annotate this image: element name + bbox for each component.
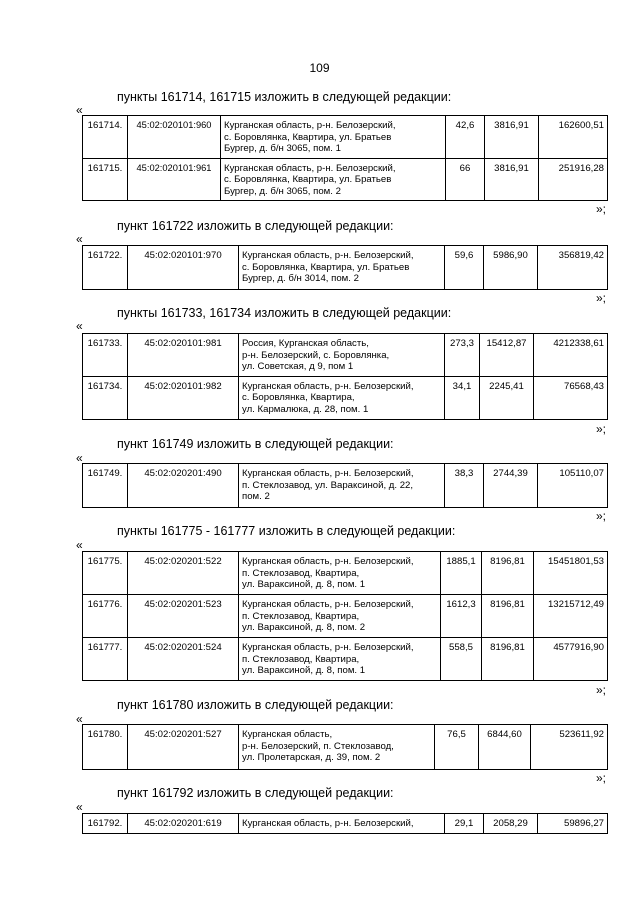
table-row — [83, 246, 608, 290]
open-quote: « — [76, 712, 83, 726]
table-row — [83, 638, 608, 681]
cadastral-number: 45:02:020201:524 — [128, 638, 239, 681]
registry-table — [82, 551, 608, 681]
address: Россия, Курганская область, р-н. Белозерский, с. Боровлянка, ул. Советская, д 9, пом 1 — [239, 334, 445, 377]
rate: 8196,81 — [482, 595, 534, 638]
rate: 2245,41 — [480, 376, 534, 419]
area: 42,6 — [446, 116, 485, 159]
rate: 3816,91 — [485, 116, 539, 159]
rate: 15412,87 — [480, 334, 534, 377]
close-quote: »; — [596, 771, 607, 785]
address: Курганская область, р-н. Белозерский, п. Стеклозавод, Квартира, ул. Вараксиной, д. 8, пом. 1 — [239, 638, 441, 681]
section-instruction: пункты 161714, 161715 изложить в следующей редакции: — [117, 90, 452, 104]
sum: 76568,43 — [534, 376, 608, 419]
address: Курганская область, р-н. Белозерский, с. Боровлянка, Квартира, ул. Братьев Бургер, д. б/н 3065, пом. 1 — [221, 116, 446, 159]
area: 66 — [446, 158, 485, 201]
cadastral-number: 45:02:020201:522 — [128, 552, 239, 595]
sum: 13215712,49 — [534, 595, 608, 638]
registry-table — [82, 813, 608, 834]
item-number: 161715. — [83, 158, 128, 201]
area: 29,1 — [445, 814, 484, 834]
rate: 2058,29 — [484, 814, 538, 834]
rate: 3816,91 — [485, 158, 539, 201]
address: Курганская область, р-н. Белозерский, — [239, 814, 445, 834]
area: 76,5 — [435, 725, 479, 770]
item-number: 161714. — [83, 116, 128, 159]
registry-table — [82, 333, 608, 420]
cadastral-number: 45:02:020201:523 — [128, 595, 239, 638]
sum: 4577916,90 — [534, 638, 608, 681]
cadastral-number: 45:02:020101:970 — [128, 246, 239, 290]
cadastral-number: 45:02:020101:961 — [128, 158, 221, 201]
address: Курганская область, р-н. Белозерский, п. Стеклозавод, Квартира, ул. Вараксиной, д. 8, пом. 2 — [239, 595, 441, 638]
table-row — [83, 158, 608, 201]
section-instruction: пункты 161733, 161734 изложить в следующей редакции: — [117, 306, 452, 320]
area: 38,3 — [445, 464, 484, 508]
area: 34,1 — [445, 376, 480, 419]
address: Курганская область, р-н. Белозерский, п. Стеклозавод, Квартира, ул. Вараксиной, д. 8, пом. 1 — [239, 552, 441, 595]
address: Курганская область, р-н. Белозерский, с. Боровлянка, Квартира, ул. Кармалюка, д. 28, пом. 1 — [239, 376, 445, 419]
page-number: 109 — [309, 61, 330, 75]
rate: 5986,90 — [484, 246, 538, 290]
cadastral-number: 45:02:020101:982 — [128, 376, 239, 419]
table-row — [83, 725, 608, 770]
address: Курганская область, р-н. Белозерский, с. Боровлянка, Квартира, ул. Братьев Бургер, д. б/н 3014, пом. 2 — [239, 246, 445, 290]
registry-table — [82, 463, 608, 508]
open-quote: « — [76, 232, 83, 246]
registry-table — [82, 245, 608, 290]
open-quote: « — [76, 451, 83, 465]
item-number: 161749. — [83, 464, 128, 508]
item-number: 161775. — [83, 552, 128, 595]
table-row — [83, 376, 608, 419]
close-quote: »; — [596, 202, 607, 216]
area: 1612,3 — [441, 595, 482, 638]
area: 273,3 — [445, 334, 480, 377]
area: 1885,1 — [441, 552, 482, 595]
item-number: 161780. — [83, 725, 128, 770]
rate: 6844,60 — [479, 725, 531, 770]
sum: 251916,28 — [539, 158, 608, 201]
rate: 2744,39 — [484, 464, 538, 508]
section-instruction: пункт 161722 изложить в следующей редакции: — [117, 219, 394, 233]
open-quote: « — [76, 538, 83, 552]
item-number: 161792. — [83, 814, 128, 834]
registry-table — [82, 115, 608, 201]
rate: 8196,81 — [482, 638, 534, 681]
close-quote: »; — [596, 683, 607, 697]
item-number: 161777. — [83, 638, 128, 681]
open-quote: « — [76, 319, 83, 333]
cadastral-number: 45:02:020201:527 — [128, 725, 239, 770]
address: Курганская область, р-н. Белозерский, п. Стеклозавод, ул. Пролетарская, д. 39, пом. 2 — [239, 725, 435, 770]
close-quote: »; — [596, 509, 607, 523]
area: 558,5 — [441, 638, 482, 681]
table-row — [83, 595, 608, 638]
section-instruction: пункты 161775 - 161777 изложить в следующей редакции: — [117, 524, 456, 538]
item-number: 161776. — [83, 595, 128, 638]
close-quote: »; — [596, 422, 607, 436]
rate: 8196,81 — [482, 552, 534, 595]
sum: 59896,27 — [538, 814, 608, 834]
section-instruction: пункт 161780 изложить в следующей редакции: — [117, 698, 394, 712]
cadastral-number: 45:02:020101:960 — [128, 116, 221, 159]
cadastral-number: 45:02:020201:619 — [128, 814, 239, 834]
address: Курганская область, р-н. Белозерский, п. Стеклозавод, ул. Вараксиной, д. 22, пом. 2 — [239, 464, 445, 508]
open-quote: « — [76, 103, 83, 117]
section-instruction: пункт 161792 изложить в следующей редакции: — [117, 786, 394, 800]
close-quote: »; — [596, 291, 607, 305]
table-row — [83, 464, 608, 508]
open-quote: « — [76, 800, 83, 814]
registry-table — [82, 724, 608, 770]
area: 59,6 — [445, 246, 484, 290]
sum: 15451801,53 — [534, 552, 608, 595]
table-row — [83, 814, 608, 834]
sum: 523611,92 — [531, 725, 608, 770]
item-number: 161733. — [83, 334, 128, 377]
sum: 4212338,61 — [534, 334, 608, 377]
table-row — [83, 552, 608, 595]
sum: 162600,51 — [539, 116, 608, 159]
section-instruction: пункт 161749 изложить в следующей редакции: — [117, 437, 394, 451]
table-row — [83, 116, 608, 159]
cadastral-number: 45:02:020201:490 — [128, 464, 239, 508]
sum: 356819,42 — [538, 246, 608, 290]
address: Курганская область, р-н. Белозерский, с. Боровлянка, Квартира, ул. Братьев Бургер, д. б/н 3065, пом. 2 — [221, 158, 446, 201]
cadastral-number: 45:02:020101:981 — [128, 334, 239, 377]
table-row — [83, 334, 608, 377]
item-number: 161722. — [83, 246, 128, 290]
sum: 105110,07 — [538, 464, 608, 508]
item-number: 161734. — [83, 376, 128, 419]
